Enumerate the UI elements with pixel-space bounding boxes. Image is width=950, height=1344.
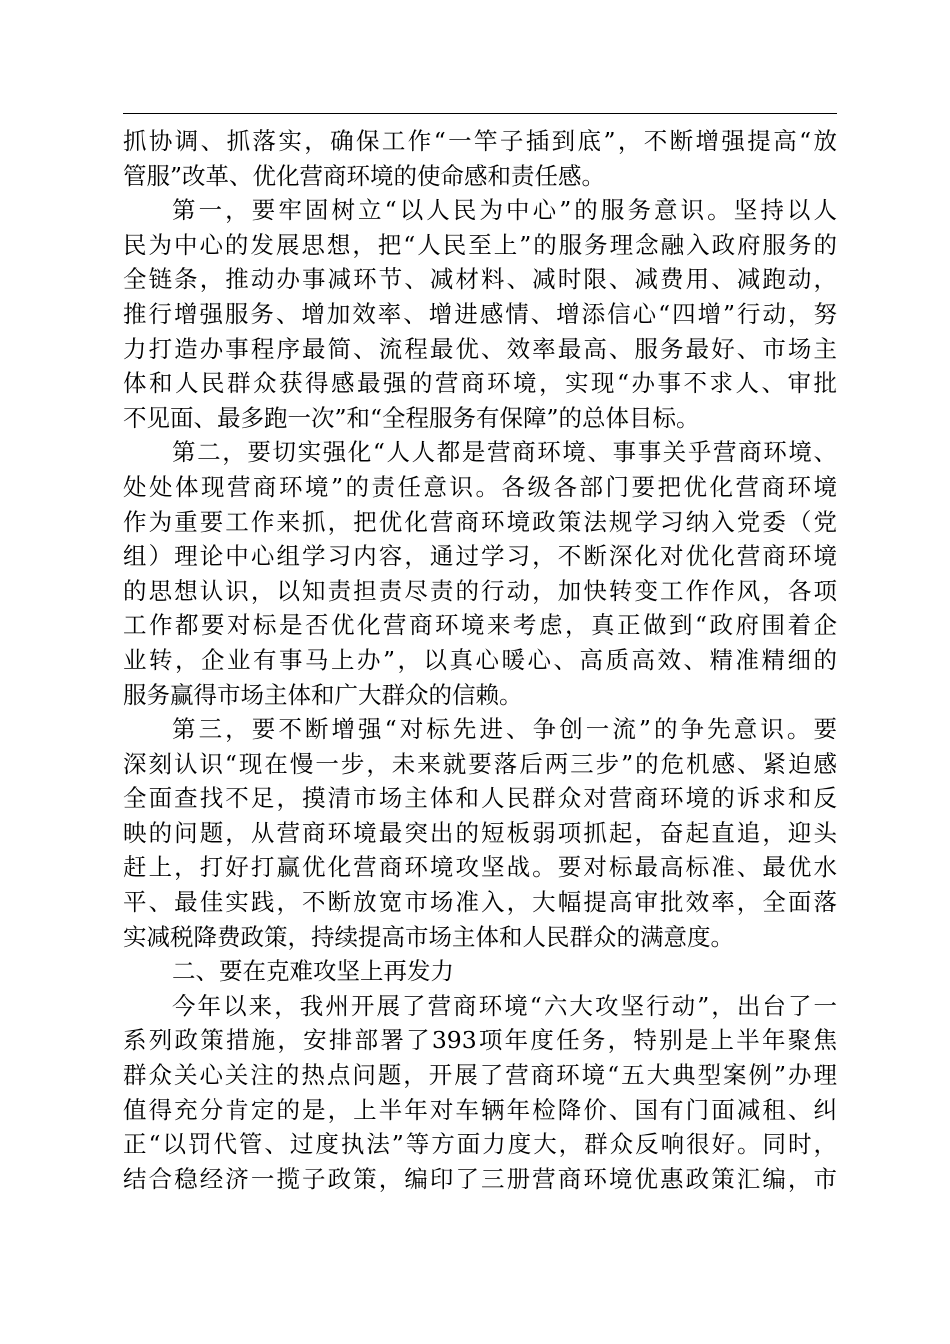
- text-line: 处处体现营商环境”的责任意识。各级各部门要把优化营商环境: [123, 472, 837, 501]
- text-line: 工作都要对标是否优化营商环境来考虑，真正做到“政府围着企: [123, 611, 837, 640]
- text-line: 全链条，推动办事减环节、减材料、减时限、减费用、减跑动，: [123, 265, 837, 294]
- text-line: 映的问题，从营商环境最突出的短板弱项抓起，奋起直追，迎头: [123, 818, 837, 847]
- text-line: 不见面、最多跑一次”和“全程服务有保障”的总体目标。: [123, 403, 700, 432]
- text-line: 今年以来，我州开展了营商环境“六大攻坚行动”，出台了一: [172, 991, 837, 1020]
- text-line: 的思想认识，以知责担责尽责的行动，加快转变工作作风，各项: [123, 576, 837, 605]
- text-line: 推行增强服务、增加效率、增进感情、增添信心“四增”行动，努: [123, 299, 837, 328]
- text-line: 体和人民群众获得感最强的营商环境，实现“办事不求人、审批: [123, 369, 837, 398]
- text-line: 力打造办事程序最简、流程最优、效率最高、服务最好、市场主: [123, 334, 837, 363]
- text-line: 全面查找不足，摸清市场主体和人民群众对营商环境的诉求和反: [123, 784, 837, 813]
- text-line: 深刻认识“现在慢一步，未来就要落后两三步”的危机感、紧迫感: [123, 749, 837, 778]
- text-line: 赶上，打好打赢优化营商环境攻坚战。要对标最高标准、最优水: [123, 853, 837, 882]
- text-line: 组）理论中心组学习内容，通过学习，不断深化对优化营商环境: [123, 542, 837, 571]
- text-line: 值得充分肯定的是，上半年对车辆年检降价、国有门面减租、纠: [123, 1095, 837, 1124]
- text-line: 平、最佳实践，不断放宽市场准入，大幅提高审批效率，全面落: [123, 888, 837, 917]
- text-line: 第二，要切实强化“人人都是营商环境、事事关乎营商环境、: [172, 438, 837, 467]
- text-line: 第一，要牢固树立“以人民为中心”的服务意识。坚持以人: [172, 196, 837, 225]
- text-line: 民为中心的发展思想，把“人民至上”的服务理念融入政府服务的: [123, 230, 837, 259]
- header-rule: [123, 113, 837, 114]
- text-line: 正“以罚代管、过度执法”等方面力度大，群众反响很好。同时，: [123, 1130, 837, 1159]
- text-line: 业转，企业有事马上办”，以真心暖心、高质高效、精准精细的: [123, 645, 837, 674]
- text-line: 实减税降费政策，持续提高市场主体和人民群众的满意度。: [123, 922, 734, 951]
- text-line: 管服”改革、优化营商环境的使命感和责任感。: [123, 161, 606, 190]
- document-body: [123, 124, 837, 1196]
- text-line: 第三，要不断增强“对标先进、争创一流”的争先意识。要: [172, 715, 837, 744]
- text-line: 二、要在克难攻坚上再发力: [172, 957, 454, 986]
- text-line: 抓协调、抓落实，确保工作“一竿子插到底”，不断增强提高“放: [123, 127, 837, 155]
- text-line: 系列政策措施，安排部署了393项年度任务，特别是上半年聚焦: [123, 1026, 837, 1055]
- text-line: 服务赢得市场主体和广大群众的信赖。: [123, 680, 523, 709]
- text-line: 作为重要工作来抓，把优化营商环境政策法规学习纳入党委（党: [123, 507, 837, 536]
- text-line: 结合稳经济一揽子政策，编印了三册营商环境优惠政策汇编，市: [123, 1164, 837, 1193]
- text-line: 群众关心关注的热点问题，开展了营商环境“五大典型案例”办理: [123, 1061, 837, 1090]
